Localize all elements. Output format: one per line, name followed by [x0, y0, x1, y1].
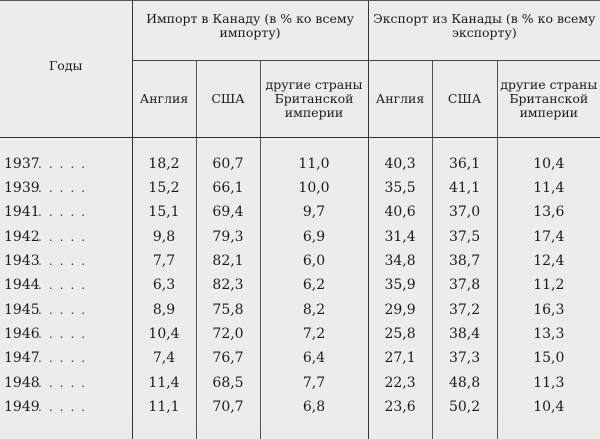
year-value: 1947: [4, 350, 40, 367]
year-value: 1943: [4, 253, 40, 270]
export-england-header: Англия: [368, 61, 432, 138]
leader-dots: .....: [38, 181, 93, 196]
import-england-cell: 18,2: [132, 138, 196, 177]
export-other-cell: 10,4: [497, 138, 600, 177]
export-usa-cell: 36,1: [432, 138, 497, 177]
export-other-cell: 12,4: [497, 249, 600, 273]
leader-dots: .....: [38, 278, 93, 293]
export-usa-cell: 38,4: [432, 322, 497, 346]
import-usa-cell: 82,3: [196, 273, 260, 297]
export-england-cell: 29,9: [368, 297, 432, 321]
export-header: Экспорт из Канады (в % ко всему экспорту): [368, 1, 600, 61]
import-other-cell: 6,4: [260, 346, 368, 370]
import-other-cell: 6,0: [260, 249, 368, 273]
import-england-cell: 6,3: [132, 273, 196, 297]
leader-dots: .....: [38, 375, 93, 390]
leader-dots: .....: [38, 205, 93, 220]
export-usa-cell: 38,7: [432, 249, 497, 273]
import-other-cell: 7,2: [260, 322, 368, 346]
export-other-cell: 13,6: [497, 200, 600, 224]
year-cell: [0, 395, 132, 419]
year-value: 1941: [4, 204, 40, 221]
export-usa-cell: 37,8: [432, 273, 497, 297]
table-row: [0, 200, 600, 224]
export-other-cell: 11,3: [497, 370, 600, 394]
export-usa-cell: 37,2: [432, 297, 497, 321]
import-usa-cell: 75,8: [196, 297, 260, 321]
export-other-cell: 13,3: [497, 322, 600, 346]
import-other-header: другие страны Британской империи: [260, 61, 368, 138]
export-other-cell: 16,3: [497, 297, 600, 321]
year-cell: [0, 225, 132, 249]
import-usa-cell: 69,4: [196, 200, 260, 224]
table-row: [0, 395, 600, 419]
export-england-cell: 40,6: [368, 200, 432, 224]
export-england-cell: 27,1: [368, 346, 432, 370]
import-other-cell: 6,2: [260, 273, 368, 297]
import-england-cell: 15,1: [132, 200, 196, 224]
import-header: Импорт в Канаду (в % ко всему импорту): [132, 1, 368, 61]
export-other-cell: 10,4: [497, 395, 600, 419]
import-usa-cell: 66,1: [196, 176, 260, 200]
year-cell: [0, 346, 132, 370]
table-row: [0, 225, 600, 249]
export-usa-cell: 48,8: [432, 370, 497, 394]
import-england-cell: 11,1: [132, 395, 196, 419]
leader-dots: .....: [38, 351, 93, 366]
table-row: [0, 370, 600, 394]
import-england-cell: 7,7: [132, 249, 196, 273]
import-usa-header: США: [196, 61, 260, 138]
import-england-header: Англия: [132, 61, 196, 138]
year-value: 1945: [4, 301, 40, 318]
export-usa-cell: 37,0: [432, 200, 497, 224]
export-other-cell: 11,4: [497, 176, 600, 200]
import-usa-cell: 76,7: [196, 346, 260, 370]
import-england-cell: 8,9: [132, 297, 196, 321]
table-row: [0, 176, 600, 200]
import-other-cell: 8,2: [260, 297, 368, 321]
year-cell: [0, 273, 132, 297]
leader-dots: .....: [38, 157, 93, 171]
import-other-cell: 9,7: [260, 200, 368, 224]
import-england-cell: 9,8: [132, 225, 196, 249]
leader-dots: .....: [38, 326, 93, 341]
year-value: 1939: [4, 180, 40, 197]
export-england-cell: 25,8: [368, 322, 432, 346]
export-england-cell: 40,3: [368, 138, 432, 177]
table-body: [0, 138, 600, 439]
import-england-cell: 15,2: [132, 176, 196, 200]
export-usa-cell: 37,5: [432, 225, 497, 249]
table-row: [0, 297, 600, 321]
export-england-cell: 23,6: [368, 395, 432, 419]
export-england-cell: 22,3: [368, 370, 432, 394]
table-row: [0, 249, 600, 273]
year-cell: [0, 200, 132, 224]
import-usa-cell: 70,7: [196, 395, 260, 419]
export-other-header: другие страны Британской империи: [497, 61, 600, 138]
export-other-cell: 11,2: [497, 273, 600, 297]
leader-dots: .....: [38, 399, 93, 414]
export-usa-cell: 37,3: [432, 346, 497, 370]
import-usa-cell: 68,5: [196, 370, 260, 394]
import-usa-cell: 82,1: [196, 249, 260, 273]
year-cell: [0, 249, 132, 273]
year-cell: [0, 322, 132, 346]
export-england-cell: 35,9: [368, 273, 432, 297]
leader-dots: .....: [38, 229, 93, 244]
year-value: 1946: [4, 325, 40, 342]
year-value: 1949: [4, 398, 40, 415]
import-usa-cell: 60,7: [196, 138, 260, 177]
export-usa-header: США: [432, 61, 497, 138]
import-other-cell: 7,7: [260, 370, 368, 394]
leader-dots: .....: [38, 302, 93, 317]
year-cell: [0, 370, 132, 394]
year-cell: [0, 176, 132, 200]
import-england-cell: 11,4: [132, 370, 196, 394]
import-other-cell: 10,0: [260, 176, 368, 200]
export-england-cell: 31,4: [368, 225, 432, 249]
export-usa-cell: 41,1: [432, 176, 497, 200]
year-cell: [0, 297, 132, 321]
export-other-cell: 15,0: [497, 346, 600, 370]
export-england-cell: 34,8: [368, 249, 432, 273]
import-other-cell: 6,8: [260, 395, 368, 419]
import-england-cell: 7,4: [132, 346, 196, 370]
table-row: [0, 273, 600, 297]
leader-dots: .....: [38, 254, 93, 269]
year-value: 1937: [4, 156, 40, 172]
year-value: 1942: [4, 228, 40, 245]
export-usa-cell: 50,2: [432, 395, 497, 419]
export-england-cell: 35,5: [368, 176, 432, 200]
table-row: [0, 138, 600, 177]
import-other-cell: 6,9: [260, 225, 368, 249]
import-england-cell: 10,4: [132, 322, 196, 346]
table-row: [0, 346, 600, 370]
import-usa-cell: 72,0: [196, 322, 260, 346]
year-value: 1948: [4, 374, 40, 391]
import-other-cell: 11,0: [260, 138, 368, 177]
export-other-cell: 17,4: [497, 225, 600, 249]
years-header: Годы: [0, 1, 132, 138]
spacer-row: [0, 419, 600, 439]
year-cell: [0, 138, 132, 177]
table-row: [0, 322, 600, 346]
import-usa-cell: 79,3: [196, 225, 260, 249]
year-value: 1944: [4, 277, 40, 294]
